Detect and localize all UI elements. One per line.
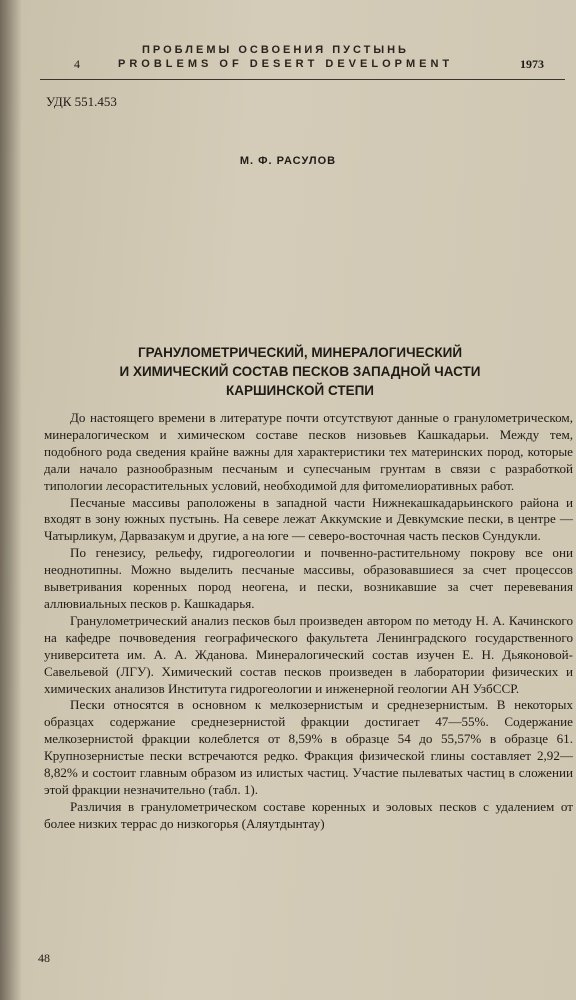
body-paragraph: Песчаные массивы раположены в западной части Нижнекашкадарьинского района и входят в зону южных пустынь. На севере лежат Аккумские и Девкумские пески, в центре — Чатырликум, Дарвазакум и другие, а на юге — северо-восточная часть песков Сундукли. (44, 494, 573, 544)
header-page-number: 4 (74, 57, 80, 71)
journal-title-ru: ПРОБЛЕМЫ ОСВОЕНИЯ ПУСТЫНЬ (142, 44, 409, 56)
author-name: М. Ф. РАСУЛОВ (239, 155, 337, 167)
footer-page-number: 48 (38, 951, 50, 965)
journal-title-en: PROBLEMS OF DESERT DEVELOPMENT (118, 58, 454, 70)
article-title-line: И ХИМИЧЕСКИЙ СОСТАВ ПЕСКОВ ЗАПАДНОЙ ЧАСТИ (119, 364, 481, 379)
udk-code: УДК 551.453 (46, 94, 117, 109)
body-paragraph: Различия в гранулометрическом составе коренных и эоловых песков с удалением от более низких террас до низкогорья (Аляутдынтау) (44, 798, 573, 831)
body-paragraph: По генезису, рельефу, гидрогеологии и почвенно-растительному покрову все они неоднотипны. Можно выделить песчаные массивы, образовавшиеся за счет процессов выветривания коренных пород неогена, и пески, возникавшие за счет перевевания аллювиальных песков р. Кашкадарья. (44, 545, 573, 611)
body-paragraph: До настоящего времени в литературе почти отсутствуют данные о гранулометрическом, минералогическом и химическом составе песков низовьев Кашкадарьи. Между тем, подобного рода сведения крайне важны для характеристики тех материнских пород, которые дали начало разнообразным песчаным и супесчаным грунтам в связи с разработкой типологии лесорастительных условий, необходимой для фитомелиоративных работ. (44, 410, 573, 493)
body-paragraph: Гранулометрический анализ песков был произведен автором по методу Н. А. Качинского на кафедре почвоведения географического факультета Ленинградского государственного университета им. А. А. Жданова. Минералогический состав изучен Е. Н. Дьяконовой-Савельевой (ЛГУ). Химический состав песков произведен в лаборатории физических и химических анализов Института гидрогеологии и инженерной геологии АН УзбССР. (44, 612, 573, 696)
article-title-line: ГРАНУЛОМЕТРИЧЕСКИЙ, МИНЕРАЛОГИЧЕСКИЙ (137, 345, 463, 360)
article-title-line: КАРШИНСКОЙ СТЕПИ (225, 383, 375, 398)
spine-shadow (0, 0, 22, 1000)
header-rule (40, 79, 565, 80)
article-title (60, 343, 540, 400)
article-body (44, 410, 573, 833)
header-year: 1973 (520, 57, 544, 71)
body-paragraph: Пески относятся в основном к мелкозернистым и среднезернистым. В некоторых образцах содержание среднезернистой фракции достигает 47—55%. Содержание мелкозернистой фракции колеблется от 8,59% в образце 54 до 55,57% в образце 61. Крупнозернистые пески встречаются редко. Фракция физической глины составляет 2,92—8,82% и состоит главным образом из илистых частиц. Участие пылеватых частиц в сложении этой фракции незначительно (табл. 1). (44, 697, 573, 797)
